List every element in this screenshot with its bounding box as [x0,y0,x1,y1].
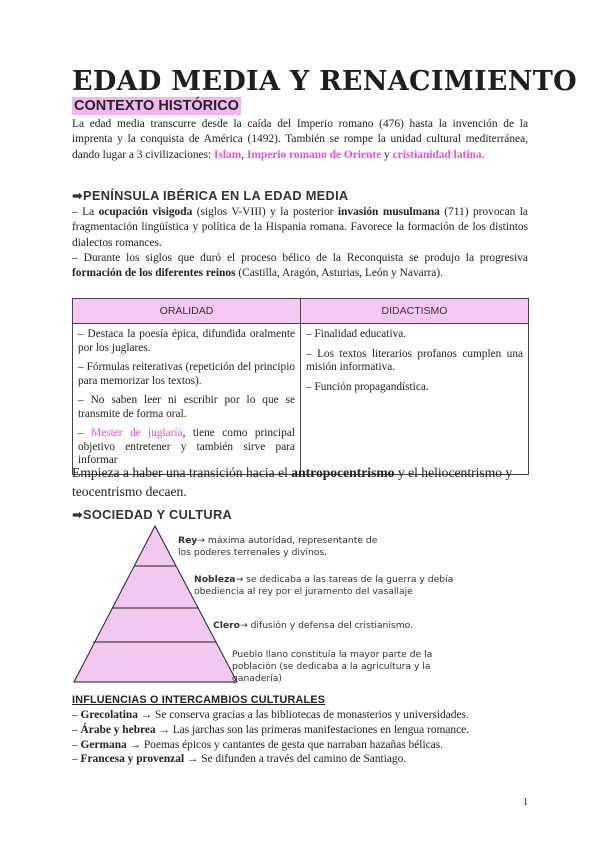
text: – Durante los siglos que duró el proceso bélico de la Reconquista se produjo la progresiva [72,252,528,264]
list-item: – Destaca la poesía épica, difundida oralmente por los juglares. [78,328,295,354]
list-item: – Francesa y provenzal → Se difunden a través del camino de Santiago. [72,753,407,766]
text-bold: invasión musulmana [337,206,440,218]
civ-latina: cristianidad latina [392,148,482,161]
oralidad-didactismo-table [72,298,529,475]
arrow: → [197,535,208,546]
text: , tiene como principal objetivo entretener y también sirve para informar [78,427,295,466]
text: y el heliocentrismo y teocentrismo decaen. [72,465,513,499]
list-item: – Función propagandística. [306,380,429,393]
level-text: se dedicaba a las tareas de la guerra y debía obediencia al rey por el juramento del vasallaje [194,574,454,597]
table-header-oralidad: ORALIDAD [73,299,301,324]
intro-sep: , [241,148,247,161]
text: Empieza a haber una transición hacia el [72,465,292,480]
list-item: – Los textos literarios profanos cumplen una misión informativa. [306,347,523,373]
intro-paragraph [72,117,528,163]
influencias-list [72,708,469,767]
transicion-paragraph [72,463,532,501]
intro-end: . [481,148,485,161]
influence-text: → Poemas épicos y cantantes de gesta que narraban hazañas bélicas. [126,738,444,751]
text: (Castilla, Aragón, Asturias, León y Navarra). [235,267,443,280]
section-subtitle: CONTEXTO HISTÓRICO [74,98,239,114]
civ-oriente: Imperio romano de Oriente [246,148,382,161]
influence-name: Grecolatina [80,709,138,721]
text-bold: ocupación visigoda [98,206,193,218]
civ-islam: Islam [214,148,242,161]
pyramid-label-pueblo: Pueblo llano constituía la mayor parte de la población (se dedicaba a la agricultura y la ganadería) [232,649,433,684]
arrow: → [235,574,247,585]
peninsula-heading: ➡PENÍNSULA IBÉRICA EN LA EDAD MEDIA [72,188,349,203]
table-header-didactismo: DIDACTISMO [301,299,529,324]
table-cell-didactismo [301,324,529,475]
list-item: – Árabe y hebrea → Las jarchas son las primeras manifestaciones en lengua romance. [72,723,470,736]
text: (711) provocan la fragmentación lingüística y política de la Hispania romana. Favorece la formación de los distintos dialectos romances. [72,206,528,249]
intro-sep: y [381,148,393,161]
list-item: – Germana → Poemas épicos y cantantes de gesta que narraban hazañas bélicas. [72,738,444,751]
level-name: Nobleza [194,574,236,585]
peninsula-paragraph-1 [72,205,528,251]
pyramid-label-nobleza [194,574,454,598]
peninsula-paragraph-2 [72,251,528,282]
influencias-title: INFLUENCIAS O INTERCAMBIOS CULTURALES [72,694,326,706]
level-text: difusión y defensa del cristianismo. [250,620,414,631]
level-name: Rey [178,535,198,546]
influence-text: → Se conserva gracias a las bibliotecas de monasterios y universidades. [137,709,469,721]
arrow: → [239,620,251,631]
text: (siglos V-VIII) y la posterior [192,206,338,218]
list-item: – No saben leer ni escribir por lo que se transmite de forma oral. [78,394,295,420]
level-text: máxima autoridad, representante de los poderes terrenales y divinos. [178,535,378,558]
list-item [78,427,295,468]
text: – La [72,206,99,218]
mester-juglaria: Mester de juglaría [91,427,183,439]
text: – [78,427,92,439]
page-title: EDAD MEDIA Y RENACIMIENTO [72,66,577,97]
list-item: – Grecolatina → Se conserva gracias a las bibliotecas de monasterios y universidades. [72,709,469,721]
text-bold: formación de los diferentes reinos [72,267,236,280]
influence-name: Germana [80,738,127,751]
influence-text: → Se difunden a través del camino de Santiago. [184,753,407,766]
influence-text: → Las jarchas son las primeras manifestaciones en lengua romance. [155,723,470,736]
sociedad-heading: ➡SOCIEDAD Y CULTURA [72,507,233,522]
list-item: – Fórmulas reiterativas (repetición del principio para memorizar los textos). [78,361,295,387]
influence-name: Francesa y provenzal [80,753,185,766]
table-cell-oralidad [73,324,301,475]
intro-text: La edad media transcurre desde la caída del Imperio romano (476) hasta la invención de la imprenta y la conquista de América (1492). También se rompe la unidad cultural mediterránea, dando lugar a 3 civilizaciones: [72,118,528,161]
pyramid-label-rey [178,535,378,559]
level-name: Clero [213,620,240,631]
pyramid-label-clero [213,620,443,632]
list-item: – Finalidad educativa. [306,328,407,340]
text-bold: antropocentrismo [291,465,395,480]
influence-name: Árabe y hebrea [80,723,156,736]
page-number: 1 [523,797,528,808]
